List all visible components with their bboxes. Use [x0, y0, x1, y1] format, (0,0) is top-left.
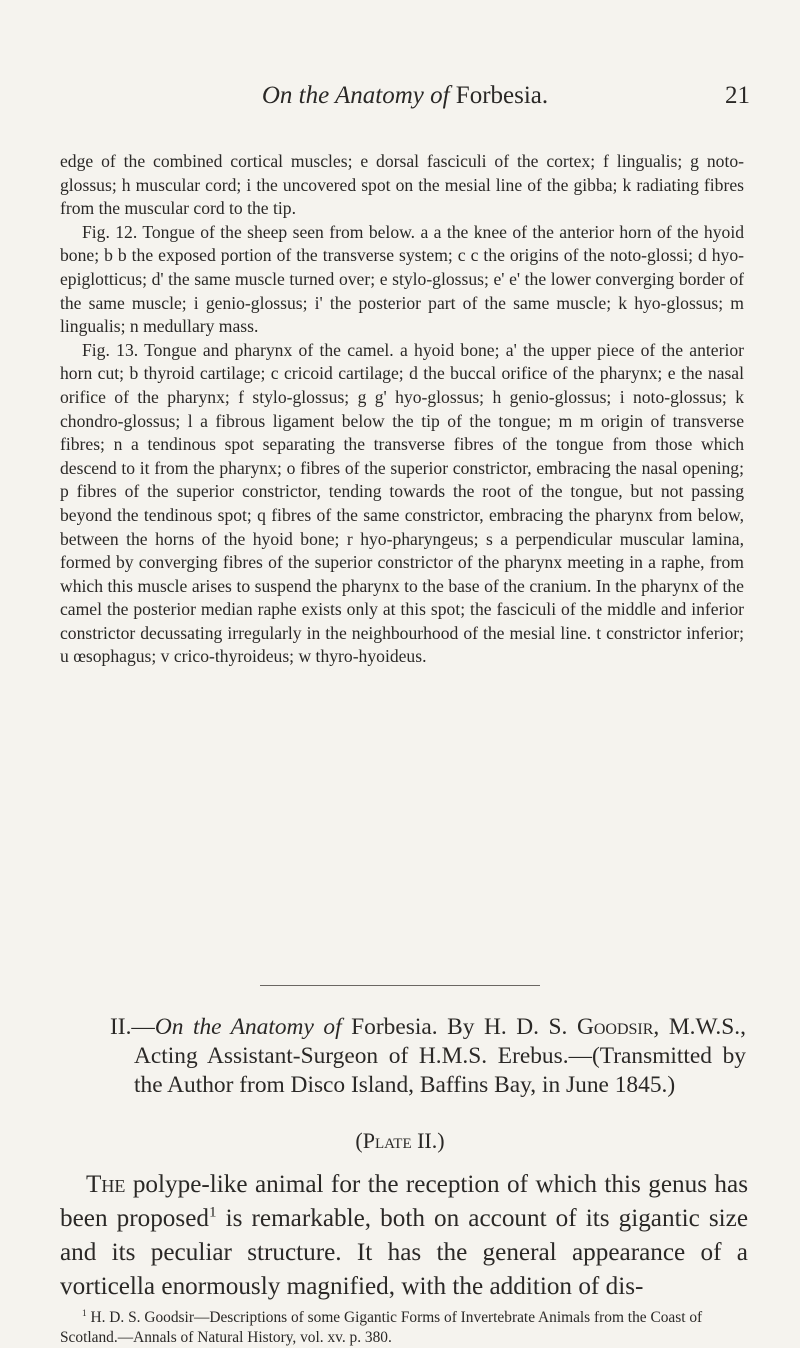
running-title [60, 82, 750, 110]
running-title-genus: Forbesia. [455, 82, 549, 109]
footnote [60, 1308, 748, 1348]
article-title-italic: On the Anatomy of [154, 1014, 342, 1040]
footnote-mark: 1 [82, 1307, 87, 1318]
article-numeral: II.— [110, 1014, 155, 1040]
paragraph-continued: edge of the combined cortical muscles; e dorsal fasciculi of the cortex; f lingualis; g noto-glossus; h muscular cord; i the uncovered spot on the mesial line of the gibba; k radiating fibres from the muscular cord to the tip. [60, 151, 744, 219]
article-title-genus: Forbesia. [351, 1014, 438, 1040]
paragraph-fig-12: Fig. 12. Tongue of the sheep seen from below. a a the knee of the anterior horn of the hyoid bone; b b the exposed portion of the transverse system; c c the origins of the noto-glossi; d hyo-epiglotticus; d' the same muscle turned over; e stylo-glossus; e' e' the lower converging border of the same muscle; i genio-glossus; i' the posterior part of the same muscle; k hyo-glossus; m lingualis; n medullary mass. [60, 221, 744, 337]
footnote-ref-mark: 1 [208, 1204, 217, 1221]
page-number: 21 [725, 82, 750, 109]
plate-reference: (Plate II.) [355, 1128, 445, 1153]
article-byline: By H. D. S. [447, 1014, 568, 1040]
paragraph-fig-13: Fig. 13. Tongue and pharynx of the camel. a hyoid bone; a' the upper piece of the anterior horn cut; b thyroid cartilage; c cricoid cartilage; d the buccal orifice of the pharynx; e the nasal orifice of the pharynx; f stylo-glossus; g g' hyo-glossus; h genio-glossus; i noto-glossus; k chondro-glossus; l a fibrous ligament below the tip of the tongue; m m origin of transverse fibres; n a tendinous spot separating the transverse fibres of the tongue from those which descend to it from the pharynx; o fibres of the superior constrictor, embracing the nasal opening; p fibres of the superior constrictor, tending towards the root of the tongue, but not passing beyond the tendinous spot; q fibres of the same constrictor, embracing the pharynx from below, between the horns of the hyoid bone; r hyo-pharyngeus; s a perpendicular muscular lamina, formed by converging fibres of the superior constrictor of the pharynx meeting in a raphe, from which this muscle arises to suspend the pharynx to the base of the cranium. In the pharynx of the camel the posterior median raphe exists only at this spot; the fasciculi of the middle and inferior constrictor decussating irregularly in the neighbourhood of the mesial line. t constrictor inferior; u œsophagus; v crico-thyroideus; w thyro-hyoideus. [60, 339, 744, 667]
footnote-text: H. D. S. Goodsir—Descriptions of some Gigantic Forms of Invertebrate Animals from the Coast of Scotland.—Annals of Natural History, vol. xv. p. 380. [60, 1309, 703, 1346]
section-divider [260, 985, 540, 986]
body-before-ref: polype-like animal for the reception of which this genus has been proposed [60, 1171, 749, 1232]
author-surname: Goodsir, [576, 1014, 660, 1040]
running-title-italic: On the Anatomy of [261, 82, 450, 109]
article-details: M.W.S., Acting Assistant-Surgeon of H.M.S. Erebus.—(Transmitted by the Author from Disco Island, Baffins Bay, in June 1845.) [134, 1014, 746, 1098]
figure-explanations [60, 150, 744, 669]
body-after-ref: is remarkable, both on account of its gigantic size and its peculiar structure. It has the general appearance of a vorticella enormously magnified, with the addition of dis- [60, 1205, 748, 1300]
running-head [60, 82, 750, 122]
first-word: The [86, 1171, 126, 1198]
article-heading [110, 1013, 746, 1100]
article-body [60, 1168, 748, 1304]
